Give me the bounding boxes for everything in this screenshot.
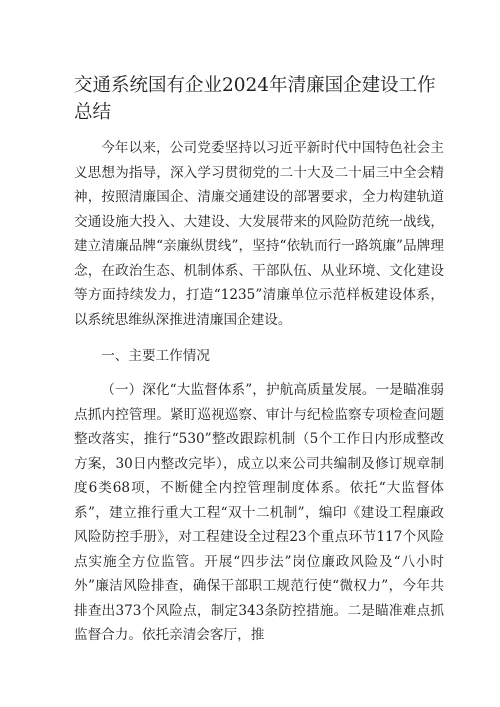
- intro-paragraph: 今年以来，公司党委坚持以习近平新时代中国特色社会主义思想为指导，深入学习贯彻党的二十大及二十届三中全会精神，按照清廉国企、清廉交通建设的部署要求，全力构建轨道交通设施大投入、大建设、大发展带来的风险防范统一战线，建立清廉品牌“亲廉纵贯线”，坚持“依轨而行一路筑廉”品牌理念，在政治生态、机制体系、干部队伍、从业环境、文化建设等方面持续发力，打造“1235”清廉单位示范样板建设体系，以系统思维纵深推进清廉国企建设。: [74, 140, 444, 328]
- section-paragraph-supervision: （一）深化“大监督体系”，护航高质量发展。一是瞄准弱点抓内控管理。紧盯巡视巡察、审计与纪检监察专项检查问题整改落实，推行“530”整改跟踪机制（5个工作日内形成整改方案，30日内整改完毕），成立以来公司共编制及修订规章制度6类68项，不断健全内控管理制度体系。依托“大监督体系”，建立推行重大工程“双十二机制”，编印《建设工程廉政风险防控手册》，对工程建设全过程23个重点环节117个风险点实施全方位监管。开展“四步法”岗位廉政风险及“八小时外”廉洁风险排查，确保干部职工规范行使“微权力”，今年共排查出373个风险点，制定343条防控措施。二是瞄准难点抓监督合力。依托亲清会客厅，推: [74, 382, 444, 643]
- section-heading-main-work: 一、主要工作情况: [101, 348, 210, 364]
- document-title: 交通系统国有企业2024年清廉国企建设工作总结: [74, 75, 436, 123]
